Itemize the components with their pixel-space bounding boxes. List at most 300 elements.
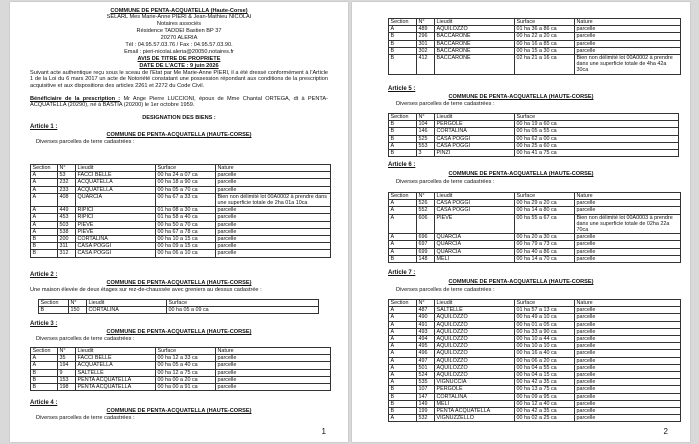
table-cell: 00 ha 41 a 75 ca — [515, 150, 679, 157]
table-cell: 606 — [417, 214, 435, 234]
table-cell: A — [389, 372, 417, 379]
table-cell: MELI — [435, 400, 515, 407]
column-header: Lieudit — [76, 165, 156, 172]
table-row — [31, 243, 331, 250]
table-cell: 00 ha 29 a 20 ca — [515, 200, 575, 207]
table-cell: 00 ha 06 a 10 ca — [156, 250, 216, 257]
table-cell: 00 ha 19 a 60 ca — [515, 121, 679, 128]
table-cell: 00 ha 67 a 78 ca — [156, 228, 216, 235]
column-header: Nature — [216, 165, 331, 172]
table-cell: B — [389, 128, 417, 135]
table-cell: AQUILOZZO — [435, 321, 515, 328]
table-cell: 524 — [417, 372, 435, 379]
table-cell: 00 ha 09 a 95 ca — [515, 393, 575, 400]
article-2-title: Article 2 : — [30, 272, 58, 278]
table-cell: ACQUATELLA — [76, 186, 156, 193]
table-cell: parcelle — [575, 400, 681, 407]
column-header: Surface — [515, 193, 575, 200]
table-cell: A — [389, 234, 417, 241]
table-cell: B — [31, 250, 58, 257]
table-cell: 00 ha 12 a 40 ca — [515, 400, 575, 407]
table-cell: A — [31, 214, 58, 221]
table-cell: PERGOLE — [435, 121, 515, 128]
table-cell: B — [389, 135, 417, 142]
table-row — [31, 228, 331, 235]
table-cell: 00 ha 10 a 15 ca — [156, 236, 216, 243]
table-cell: parcelle — [216, 172, 331, 179]
table-cell: PENTA ACQUATELLA — [76, 376, 156, 383]
table-row — [389, 142, 679, 149]
table-cell: parcelle — [216, 376, 331, 383]
table-cell: 199 — [417, 408, 435, 415]
table-row — [389, 408, 681, 415]
header-phone: Tél : 04.95.57.03.76 / Fax : 04.95.57.03.90. — [125, 42, 233, 48]
table-cell: 01 ha 58 a 40 ca — [156, 214, 216, 221]
table-row — [389, 372, 681, 379]
table-cell: AQUILOZZO — [435, 26, 515, 33]
table-cell: parcelle — [575, 26, 681, 33]
table-cell: 00 ha 05 a 70 ca — [156, 186, 216, 193]
table-cell: A — [389, 314, 417, 321]
column-header: Section — [389, 193, 417, 200]
table-cell: 02 ha 21 a 16 ca — [515, 55, 575, 75]
table-cell: parcelle — [216, 250, 331, 257]
table-cell: VIGNUZZELLO — [435, 415, 515, 422]
table-cell: A — [389, 200, 417, 207]
table-cell: parcelle — [575, 307, 681, 314]
table-cell: AQUILOZZO — [435, 372, 515, 379]
table-cell: 00 ha 04 a 15 ca — [515, 372, 575, 379]
table-cell: parcelle — [575, 357, 681, 364]
table-cell: ACQUATELLA — [76, 179, 156, 186]
table-cell: CORTALINA — [435, 393, 515, 400]
table-cell: 00 ha 16 a 85 ca — [515, 40, 575, 47]
table-header-row — [31, 165, 331, 172]
table-row — [389, 55, 681, 75]
table-cell: parcelle — [575, 40, 681, 47]
table-cell: AQUILOZZO — [435, 364, 515, 371]
table-row — [389, 393, 681, 400]
table-cell: 00 ha 00 a 20 ca — [156, 376, 216, 383]
header-firm: SELARL Mes Marie-Anne PIERI & Jean-Mathieu NICOLAI — [106, 14, 252, 20]
table-row — [389, 214, 681, 234]
table-cell: 00 ha 10 a 44 ca — [515, 336, 575, 343]
article-6-title: Article 6 : — [388, 162, 416, 168]
table-row — [31, 207, 331, 214]
table-cell: B — [31, 376, 58, 383]
table-cell: A — [389, 214, 417, 234]
table-row — [31, 369, 331, 376]
table-row — [31, 376, 331, 383]
table-cell: A — [31, 362, 58, 369]
table-row — [31, 193, 331, 206]
table-cell: B — [389, 121, 417, 128]
column-header: Lieudit — [435, 193, 515, 200]
column-header: Section — [31, 348, 58, 355]
table-cell: B — [389, 400, 417, 407]
column-header: Section — [39, 300, 69, 307]
table-cell: 408 — [58, 193, 76, 206]
table-row — [31, 250, 331, 257]
table-cell: Bien non délimité lot 00A0003 à prendre dans une superficie totale de 02ha 22a 70ca — [575, 214, 681, 234]
table-cell: 453 — [58, 214, 76, 221]
table-cell: A — [389, 379, 417, 386]
table-cell: B — [389, 40, 417, 47]
table-cell: BACCARONE — [435, 40, 515, 47]
table-cell: VIGNUCCIA — [435, 379, 515, 386]
column-header: N° — [58, 348, 76, 355]
table-cell: 01 ha 08 a 30 ca — [156, 207, 216, 214]
table-cell: 491 — [417, 321, 435, 328]
article-7-table — [388, 299, 681, 422]
table-row — [389, 350, 681, 357]
table-cell: 00 ha 22 a 20 ca — [515, 33, 575, 40]
table-header-row — [389, 193, 681, 200]
article-6-commune: COMMUNE DE PENTA-ACQUATELLA (HAUTE-CORSE) — [448, 171, 594, 177]
table-row — [389, 336, 681, 343]
table-cell: 233 — [58, 186, 76, 193]
table-cell: 00 ha 50 a 70 ca — [156, 221, 216, 228]
article-4-desc: Diverses parcelles de terre cadastrées : — [36, 415, 135, 421]
table-cell: FACCI BELLE — [76, 172, 156, 179]
table-cell: PERGOLE — [435, 386, 515, 393]
table-cell: 150 — [69, 307, 87, 314]
table-row — [389, 379, 681, 386]
table-cell: 01 ha 36 a 86 ca — [515, 26, 575, 33]
table-cell: parcelle — [575, 314, 681, 321]
column-header: Surface — [156, 348, 216, 355]
table-cell: 147 — [417, 393, 435, 400]
column-header: Section — [389, 114, 417, 121]
table-cell: A — [389, 336, 417, 343]
table-cell: 696 — [417, 234, 435, 241]
table-cell: parcelle — [575, 234, 681, 241]
column-header: N° — [417, 114, 435, 121]
column-header: Lieudit — [87, 300, 167, 307]
table-cell: PENTA ACQUATELLA — [76, 384, 156, 391]
header-city: 20270 ALERIA — [160, 35, 198, 41]
table-cell: 00 ha 42 a 35 ca — [515, 408, 575, 415]
table-cell: parcelle — [575, 248, 681, 255]
table-cell: A — [389, 364, 417, 371]
table-cell: 148 — [417, 255, 435, 262]
beneficiary-label: Bénéficiaire de la prescription : — [30, 96, 121, 102]
table-row — [389, 200, 681, 207]
table-cell: QUARCIA — [76, 193, 156, 206]
table-cell: CASA POGGI — [435, 207, 515, 214]
table-row — [31, 186, 331, 193]
table-cell: CASA POGGI — [435, 200, 515, 207]
article-1-commune: COMMUNE DE PENTA-ACQUATELLA (HAUTE-CORSE) — [106, 132, 252, 138]
column-header: Nature — [216, 348, 331, 355]
table-cell: 00 ha 15 a 30 ca — [515, 47, 575, 54]
table-cell: parcelle — [216, 214, 331, 221]
table-cell: 525 — [417, 135, 435, 142]
table-cell: 153 — [58, 376, 76, 383]
table-cell: 552 — [417, 207, 435, 214]
table-row — [389, 241, 681, 248]
table-row — [389, 26, 681, 33]
table-cell: 493 — [417, 328, 435, 335]
table-row — [389, 415, 681, 422]
table-cell: 501 — [417, 364, 435, 371]
header-address: Résidence TADDEI Bastien BP 37 — [136, 28, 222, 34]
header-notaires: Notaires associés — [156, 21, 202, 27]
table-cell: A — [389, 26, 417, 33]
article-3-desc: Diverses parcelles de terre cadastrées : — [36, 336, 135, 342]
table-cell: 00 ha 25 a 60 ca — [515, 142, 679, 149]
table-row — [389, 128, 679, 135]
table-cell: B — [31, 243, 58, 250]
table-cell: 00 ha 13 a 75 ca — [515, 386, 575, 393]
table-row — [389, 364, 681, 371]
table-row — [389, 47, 681, 54]
table-cell: A — [31, 179, 58, 186]
table-cell: A — [31, 186, 58, 193]
column-header: Lieudit — [76, 348, 156, 355]
table-cell: 00 ha 05 a 55 ca — [515, 128, 679, 135]
table-cell: parcelle — [216, 221, 331, 228]
article-5-commune: COMMUNE DE PENTA-ACQUATELLA (HAUTE-CORSE) — [448, 94, 594, 100]
table-cell: 200 — [58, 236, 76, 243]
table-cell: ACQUATELLA — [76, 362, 156, 369]
table-row — [389, 321, 681, 328]
table-cell: 00 ha 05 a 09 ca — [167, 307, 319, 314]
table-cell: 00 ha 33 a 90 ca — [515, 328, 575, 335]
table-cell: 503 — [58, 221, 76, 228]
table-cell: AQUILOZZO — [435, 357, 515, 364]
table-cell: 00 ha 12 a 33 ca — [156, 355, 216, 362]
table-cell: B — [389, 386, 417, 393]
article-5-table — [388, 113, 679, 157]
table-row — [389, 343, 681, 350]
table-cell: 146 — [417, 128, 435, 135]
column-header: Surface — [515, 19, 575, 26]
table-cell: B — [389, 255, 417, 262]
document-page-1 — [10, 2, 348, 442]
page-number: 1 — [321, 427, 326, 436]
table-cell: FACCI BELLE — [76, 355, 156, 362]
table-row — [31, 362, 331, 369]
table-cell: 496 — [417, 350, 435, 357]
table-cell: MELI — [435, 255, 515, 262]
table-cell: 302 — [417, 47, 435, 54]
article-5-desc: Diverses parcelles de terre cadastrées : — [396, 101, 495, 107]
table-row — [389, 386, 681, 393]
table-cell: SALTELLE — [435, 307, 515, 314]
column-header: Nature — [575, 19, 681, 26]
table-header-row — [389, 19, 681, 26]
table-cell: A — [31, 207, 58, 214]
table-cell: PIEVE — [76, 221, 156, 228]
table-cell: 412 — [417, 55, 435, 75]
column-header: Nature — [575, 193, 681, 200]
table-cell: 535 — [417, 379, 435, 386]
table-header-row — [389, 114, 679, 121]
table-cell: 53 — [58, 172, 76, 179]
table-cell: 553 — [417, 142, 435, 149]
table-cell: 00 ha 62 a 00 ca — [515, 135, 679, 142]
column-header: N° — [417, 19, 435, 26]
table-cell: 3 — [417, 150, 435, 157]
table-cell: 149 — [417, 400, 435, 407]
table-cell: parcelle — [216, 355, 331, 362]
table-cell: parcelle — [575, 328, 681, 335]
table-cell: AQUILOZZO — [435, 336, 515, 343]
table-cell: Bien non délimité lot 00A0002 à prendre dans une superficie totale de 2ha 01a 10ca — [216, 193, 331, 206]
table-cell: SALTELLE — [76, 369, 156, 376]
table-cell: parcelle — [575, 47, 681, 54]
table-cell: AQUILOZZO — [435, 343, 515, 350]
table-row — [389, 40, 681, 47]
intro-paragraph: Suivant acte authentique reçu sous le sceau de l'Etat par Me Marie-Anne PIERI, il a été dressé conformément à l'Article 1 de la Loi du 6 mars 2017 un acte de Notoriété constatant une possession répondant aux conditions de la prescription acquisitive et aux dispositions des articles 2261 et 2272 du Code Civil. — [30, 70, 328, 89]
table-cell: PIEVE — [76, 228, 156, 235]
table-row — [389, 207, 681, 214]
table-cell: 107 — [417, 386, 435, 393]
designation-heading: DESIGNATION DES BIENS : — [142, 115, 216, 121]
table-cell: A — [389, 241, 417, 248]
table-cell: parcelle — [216, 243, 331, 250]
table-cell: 00 ha 04 a 55 ca — [515, 364, 575, 371]
column-header: N° — [69, 300, 87, 307]
article-3-table — [30, 347, 331, 391]
table-cell: parcelle — [575, 33, 681, 40]
table-cell: CORTALINA — [87, 307, 167, 314]
table-cell: parcelle — [575, 364, 681, 371]
article-6-desc: Diverses parcelles de terre cadastrées : — [396, 179, 495, 185]
table-cell: 00 ha 40 a 86 ca — [515, 248, 575, 255]
table-cell: 198 — [58, 384, 76, 391]
table-cell: B — [31, 236, 58, 243]
table-cell: PIEVE — [435, 214, 515, 234]
table-cell: 00 ha 05 a 40 ca — [156, 362, 216, 369]
table-cell: 495 — [417, 343, 435, 350]
table-cell: parcelle — [575, 321, 681, 328]
table-cell: parcelle — [575, 415, 681, 422]
column-header: N° — [417, 193, 435, 200]
table-cell: A — [389, 350, 417, 357]
article-7-title: Article 7 : — [388, 270, 416, 276]
table-cell: B — [31, 369, 58, 376]
table-cell: parcelle — [575, 336, 681, 343]
table-cell: parcelle — [575, 408, 681, 415]
act-date: DATE DE L'ACTE : 9 juin 2026 — [139, 63, 219, 69]
table-cell: parcelle — [575, 379, 681, 386]
table-cell: parcelle — [216, 228, 331, 235]
article-2-desc: Une maison élevée de deux étages sur rez-de-chaussée avec greniers au dessus cadastrée : — [30, 287, 262, 293]
table-cell: A — [389, 307, 417, 314]
table-cell: parcelle — [216, 207, 331, 214]
table-row — [39, 307, 319, 314]
table-row — [389, 33, 681, 40]
table-cell: A — [31, 172, 58, 179]
page-number: 2 — [663, 427, 668, 436]
table-cell: CORTALINA — [76, 236, 156, 243]
table-row — [31, 355, 331, 362]
table-cell: 00 ha 24 a 07 ca — [156, 172, 216, 179]
table-cell: parcelle — [575, 207, 681, 214]
article-4-commune: COMMUNE DE PENTA-ACQUATELLA (HAUTE-CORSE) — [106, 408, 252, 414]
table-cell: B — [389, 408, 417, 415]
table-cell: A — [389, 357, 417, 364]
table-cell: 00 ha 67 a 33 ca — [156, 193, 216, 206]
column-header: Section — [389, 19, 417, 26]
table-cell: A — [31, 355, 58, 362]
table-cell: QUARCIA — [435, 234, 515, 241]
table-header-row — [31, 348, 331, 355]
article-2-commune: COMMUNE DE PENTA-ACQUATELLA (HAUTE-CORSE) — [106, 280, 252, 286]
table-cell: B — [31, 384, 58, 391]
table-cell: B — [389, 150, 417, 157]
table-cell: 00 ha 00 a 91 ca — [156, 384, 216, 391]
table-cell: 00 ha 06 a 20 ca — [515, 357, 575, 364]
table-row — [31, 221, 331, 228]
table-cell: B — [389, 393, 417, 400]
table-cell: CASA POGGI — [76, 250, 156, 257]
table-cell: 00 ha 55 a 67 ca — [515, 214, 575, 234]
table-cell: parcelle — [575, 372, 681, 379]
table-cell: 532 — [417, 415, 435, 422]
column-header: Surface — [515, 300, 575, 307]
table-cell: BACCARONE — [435, 33, 515, 40]
table-cell: 00 ha 14 a 70 ca — [515, 255, 575, 262]
table-cell: CASA POGGI — [76, 243, 156, 250]
table-cell: 490 — [417, 314, 435, 321]
article-5-title: Article 5 : — [388, 86, 416, 92]
table-row — [31, 236, 331, 243]
table-row — [389, 328, 681, 335]
table-row — [389, 234, 681, 241]
table-cell: parcelle — [575, 386, 681, 393]
table-cell: RIPICI — [76, 207, 156, 214]
article-4-title: Article 4 : — [30, 400, 58, 406]
table-row — [389, 307, 681, 314]
table-cell: parcelle — [575, 343, 681, 350]
table-cell: QUARCIA — [435, 248, 515, 255]
table-cell: parcelle — [216, 362, 331, 369]
document-page-2 — [352, 2, 690, 442]
table-cell: parcelle — [216, 384, 331, 391]
table-cell: 526 — [417, 200, 435, 207]
table-cell: A — [389, 328, 417, 335]
table-cell: A — [389, 415, 417, 422]
table-cell: 487 — [417, 307, 435, 314]
table-cell: 232 — [58, 179, 76, 186]
table-cell: parcelle — [575, 393, 681, 400]
table-cell: parcelle — [575, 200, 681, 207]
table-cell: 00 ha 79 a 73 ca — [515, 241, 575, 248]
table-row — [389, 135, 679, 142]
article-2-table — [38, 299, 319, 314]
table-cell: CORTALINA — [435, 128, 515, 135]
article-1-table — [30, 164, 331, 258]
table-cell: B — [389, 55, 417, 75]
table-cell: 00 ha 20 a 30 ca — [515, 234, 575, 241]
article-1-title: Article 1 : — [30, 124, 58, 130]
table-cell: A — [389, 142, 417, 149]
column-header: Surface — [515, 114, 679, 121]
notice-title: AVIS DE TITRE DE PROPRIETE — [137, 56, 221, 62]
table-cell: 00 ha 18 a 90 ca — [156, 179, 216, 186]
article-6-table — [388, 192, 681, 263]
table-cell: RIPICI — [76, 214, 156, 221]
column-header: N° — [417, 300, 435, 307]
table-header-row — [389, 300, 681, 307]
table-cell: 35 — [58, 355, 76, 362]
table-cell: BACCARONE — [435, 47, 515, 54]
table-cell: 538 — [58, 228, 76, 235]
table-cell: 301 — [417, 40, 435, 47]
